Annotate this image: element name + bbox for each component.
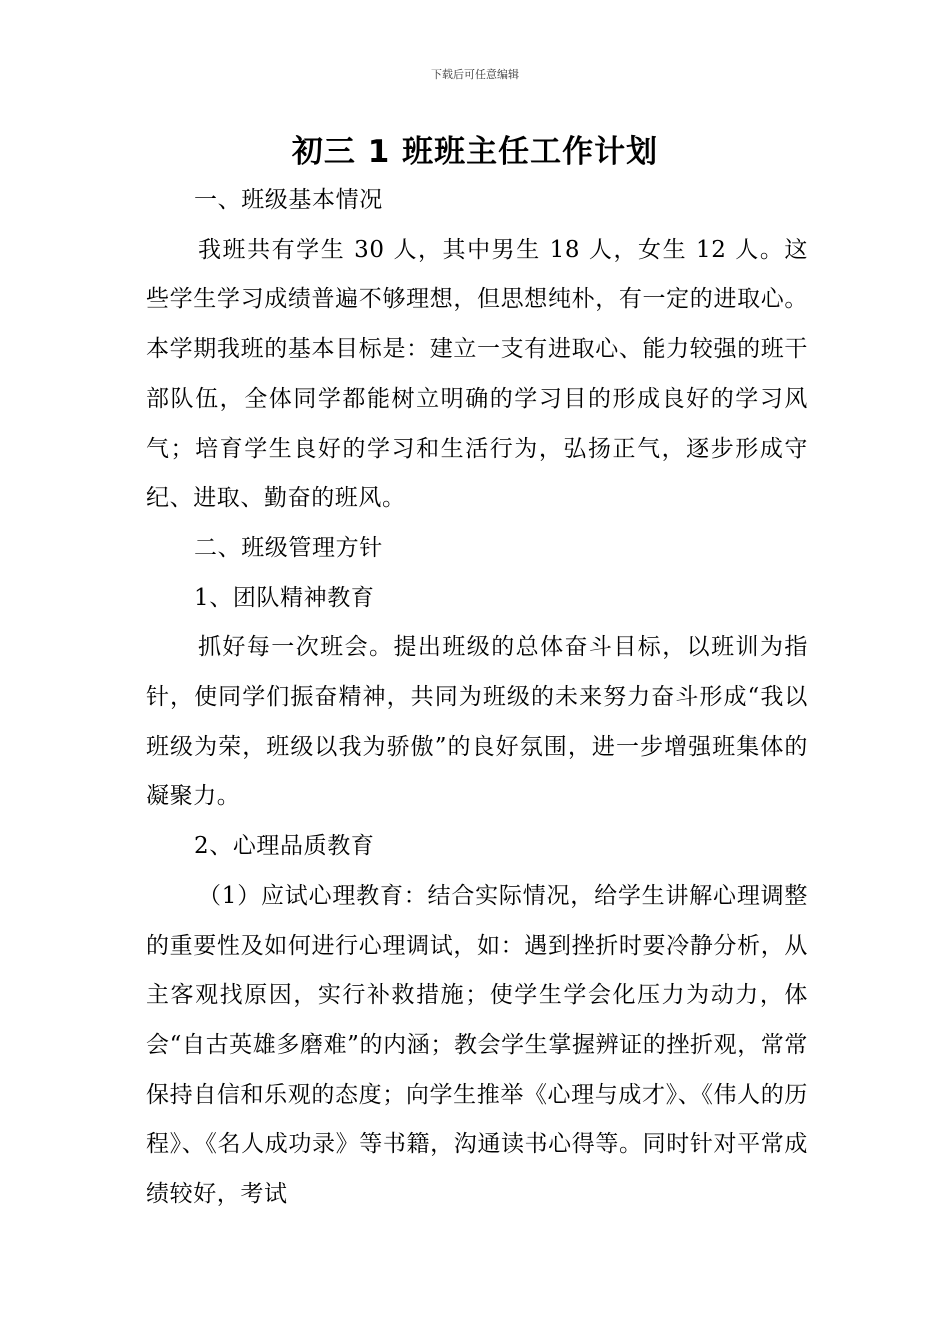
paragraph-psychology: （1）应试心理教育：结合实际情况，给学生讲解心理调整的重要性及如何进行心理调试，如：遇到挫折时要冷静分析，从主客观找原因，实行补救措施；使学生学会化压力为动力，体会“自古英雄多磨难”的内涵；教会学生掌握辨证的挫折观，常常保持自信和乐观的态度；向学生推举《心理与成才》、《伟人的历程》、《名人成功录》等书籍，沟通读书心得等。同时针对平常成绩较好，考试 (146, 882, 808, 1208)
paragraph-basic-info: 我班共有学生 30 人，其中男生 18 人，女生 12 人。这些学生学习成绩普遍不够理想，但思想纯朴，有一定的进取心。本学期我班的基本目标是：建立一支有进取心、能力较强的班干部队伍，全体同学都能树立明确的学习目的形成良好的学习风气；培育学生良好的学习和生活行为，弘扬正气，逐步形成守纪、进取、勤奋的班风。 (146, 236, 808, 512)
paragraph-team-spirit: 抓好每一次班会。提出班级的总体奋斗目标，以班训为指针，使同学们振奋精神，共同为班级的未来努力奋斗形成“我以班级为荣，班级以我为骄傲”的良好氛围，进一步增强班集体的凝聚力。 (146, 634, 808, 810)
header-note: 下载后可任意编辑 (431, 68, 519, 81)
document-title: 初三 1 班班主任工作计划 (291, 134, 659, 170)
subsection-heading-team-spirit: 1、团队精神教育 (194, 584, 375, 611)
section-heading-basic-info: 一、班级基本情况 (194, 187, 383, 213)
document-body (146, 176, 808, 1220)
subsection-heading-psychology: 2、心理品质教育 (194, 833, 375, 860)
section-heading-management-policy: 二、班级管理方针 (194, 534, 383, 561)
